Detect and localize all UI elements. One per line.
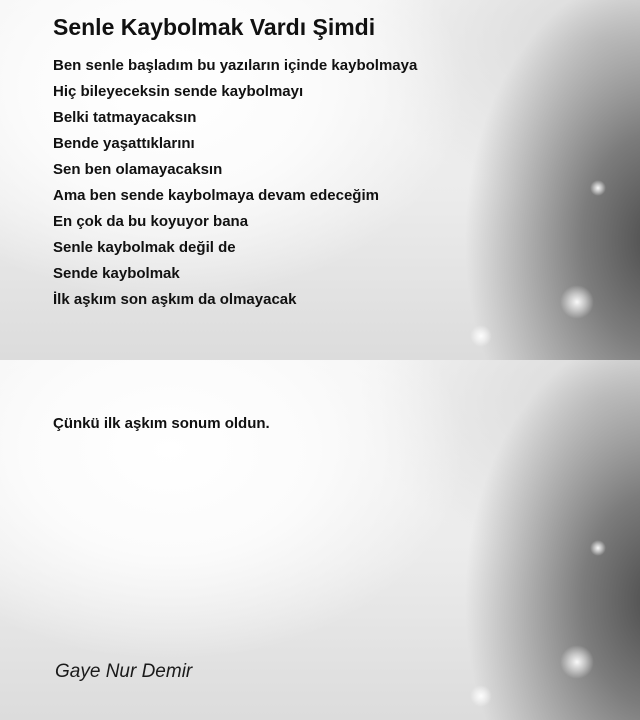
bokeh-light (470, 685, 492, 707)
poem-line: Hiç bileyeceksin sende kaybolmayı (53, 83, 304, 100)
poem-line: İlk aşkım son aşkım da olmayacak (53, 291, 297, 308)
bokeh-light (590, 180, 606, 196)
poem-line: En çok da bu koyuyor bana (53, 213, 249, 230)
bokeh-light (560, 645, 594, 679)
poem-closing-line: Çünkü ilk aşkım sonum oldun. (53, 415, 270, 432)
poem-line: Sen ben olamayacaksın (53, 161, 223, 178)
poem-stanza (53, 53, 417, 313)
poem-title: Senle Kaybolmak Vardı Şimdi (53, 14, 376, 40)
bokeh-light (470, 325, 492, 347)
poem-line: Senle kaybolmak değil de (53, 239, 236, 256)
bokeh-light (590, 540, 606, 556)
bokeh-light (560, 285, 594, 319)
poem-line: Belki tatmayacaksın (53, 109, 197, 126)
poem-line: Bende yaşattıklarını (53, 135, 195, 152)
poem-line: Sende kaybolmak (53, 265, 180, 282)
poem-author: Gaye Nur Demir (55, 661, 193, 682)
poem-line: Ben senle başladım bu yazıların içinde kaybolmaya (53, 57, 418, 74)
poem-card-bottom (0, 360, 640, 720)
poem-line: Ama ben sende kaybolmaya devam edeceğim (53, 187, 379, 204)
